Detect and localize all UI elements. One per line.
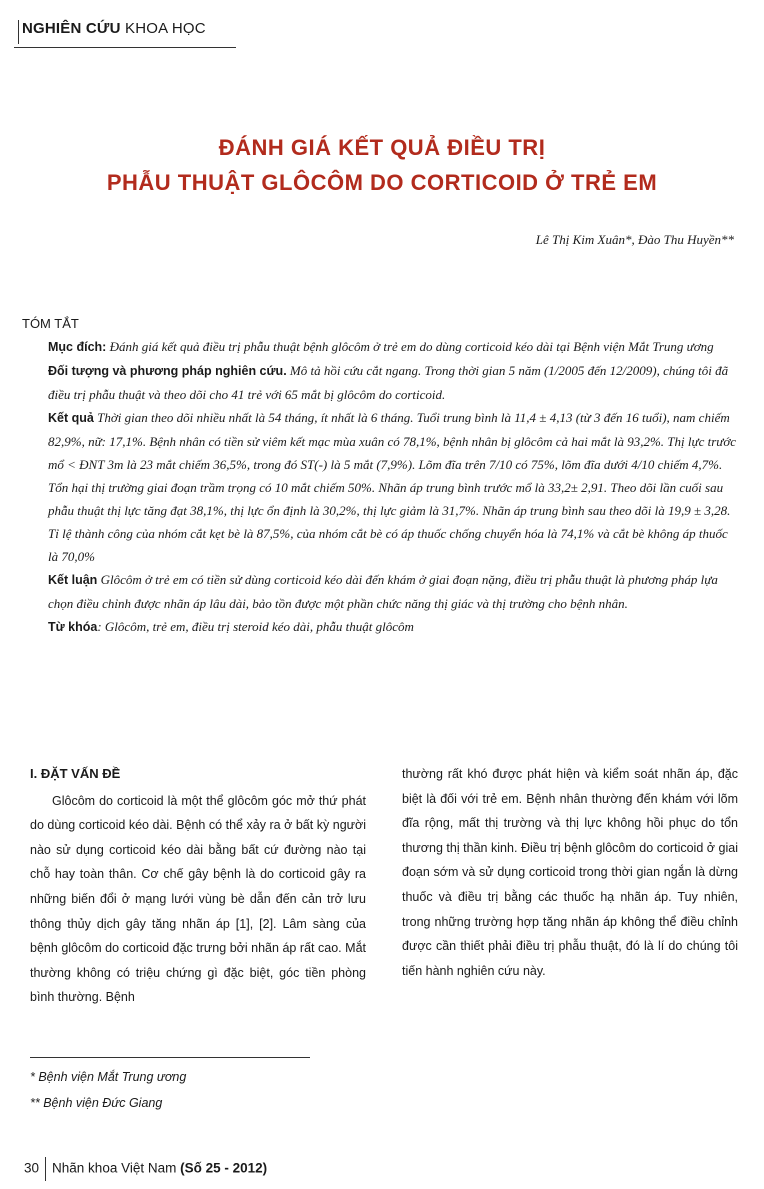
section-heading: I. ĐẶT VẤN ĐỀ <box>30 766 121 781</box>
body-column-right <box>402 762 738 983</box>
page-number: 30 <box>24 1160 40 1176</box>
objective-text: Đánh giá kết quả điều trị phẫu thuật bệnh glôcôm ở trẻ em do dùng corticoid kéo dài tại Bệnh viện Mắt Trung ương <box>106 339 714 354</box>
conclusion-text: Glôcôm ở trẻ em có tiền sử dùng corticoid kéo dài đến khám ở giai đoạn nặng, điều trị phẫu thuật là phương pháp lựa chọn điều chỉnh được nhãn áp lâu dài, bảo tồn được một phần chức năng thị giác và thị trường cho bệnh nhân. <box>48 572 718 611</box>
page-footer <box>24 1157 267 1181</box>
abstract-methods <box>48 359 738 406</box>
article-title-line-1: ĐÁNH GIÁ KẾT QUẢ ĐIỀU TRỊ <box>218 135 546 160</box>
footnotes <box>30 1064 186 1116</box>
abstract-results <box>48 406 738 568</box>
body-paragraph-left: Glôcôm do corticoid là một thể glôcôm góc mở thứ phát do dùng corticoid kéo dài. Bệnh có thể xảy ra ở bất kỳ người nào sử dụng corticoid kéo dài bằng bất cứ đường nào tại chỗ hay toàn thân. Cơ chế gây bệnh là do corticoid gây ra những biến đổi ở mạng lưới vùng bè dẫn đến cản trở lưu thông thủy dịch gây tăng nhãn áp [1], [2]. Lâm sàng của bệnh glôcôm do corticoid đặc trưng bởi nhãn áp rất cao. Mắt thường không có triệu chứng gì đặc biệt, góc tiền phòng bình thường. Bệnh <box>30 793 366 1005</box>
footnote-2: ** Bệnh viện Đức Giang <box>30 1096 163 1110</box>
journal-issue: (Số 25 - 2012) <box>180 1160 268 1176</box>
authors: Lê Thị Kim Xuân*, Đào Thu Huyền** <box>535 232 734 247</box>
conclusion-label: Kết luận <box>48 573 98 587</box>
results-text: Thời gian theo dõi nhiều nhất là 54 tháng, ít nhất là 6 tháng. Tuổi trung bình là 11,4 ± 4,13 (từ 3 đến 16 tuổi), nam chiếm 82,9%, nữ: 17,1%. Bệnh nhân có tiền sử viêm kết mạc mùa xuân có 78,1%, bệnh nhân bị glôcôm cả hai mắt là 93,2%. Thị lực trước mổ < ĐNT 3m là 23 mắt chiếm 36,5%, trong đó ST(-) là 5 mắt (7,9%). Lõm đĩa trên 7/10 có 75%, lõm đĩa dưới 4/10 chiếm 4,7%. Tổn hại thị trường giai đoạn trầm trọng có 10 mắt chiếm 50%. Nhãn áp trung bình trước mổ là 33,2± 2,91. Theo dõi lần cuối sau phẫu thuật thị lực tăng đạt 38,1%, thị lực ổn định là 30,2%, thị lực giảm là 31,7%. Nhãn áp trung bình sau theo dõi là 19,9 ± 3,28. Tỉ lệ thành công của nhóm cắt kẹt bè là 87,5%, của nhóm cắt bè có áp thuốc chống chuyển hóa là 74,1% và cắt bè không áp thuốc là 70,0% <box>48 410 737 564</box>
objective-label: Mục đích: <box>48 340 107 354</box>
results-label: Kết quả <box>48 411 94 425</box>
body-paragraph-right: thường rất khó được phát hiện và kiểm soát nhãn áp, đặc biệt là đối với trẻ em. Bệnh nhân thường đến khám với lõm đĩa rộng, mất thị trường và thị lực không hồi phục do tổn thương thị thần kinh. Điều trị bệnh glôcôm do corticoid ở giai đoạn sớm và sử dụng corticoid trong thời gian ngắn là dừng thuốc và điều trị bằng các thuốc hạ nhãn áp. Tuy nhiên, trong những trường hợp tăng nhãn áp không thể điều chỉnh được cần thiết phải điều trị phẫu thuật, đó là lí do chúng tôi tiến hành nghiên cứu này. <box>402 767 738 978</box>
header-underline <box>14 47 236 48</box>
methods-label: Đối tượng và phương pháp nghiên cứu. <box>48 364 287 378</box>
footnote-1: * Bệnh viện Mắt Trung ương <box>30 1070 187 1084</box>
keywords-label: Từ khóa <box>48 620 98 634</box>
footer-separator <box>45 1157 46 1181</box>
footnote-divider <box>30 1057 310 1058</box>
abstract <box>22 312 738 639</box>
abstract-keywords <box>48 615 738 639</box>
header-bar <box>18 20 19 44</box>
article-title-line-2: PHẪU THUẬT GLÔCÔM DO CORTICOID Ở TRẺ EM <box>106 170 658 195</box>
methods-text: Mô tả hồi cứu cắt ngang. Trong thời gian 5 năm (1/2005 đến 12/2009), chúng tôi đã điều trị phẫu thuật và theo dõi cho 41 trẻ với 65 mắt bị glôcôm do corticoid. <box>48 363 729 402</box>
abstract-conclusion <box>48 568 738 615</box>
header-section-bold: NGHIÊN CỨU <box>22 20 121 37</box>
section-header <box>22 20 206 37</box>
body-column-left <box>30 762 366 1010</box>
keywords-text: : Glôcôm, trẻ em, điều trị steroid kéo dài, phẫu thuật glôcôm <box>97 619 414 634</box>
abstract-objective <box>48 335 738 359</box>
journal-name: Nhãn khoa Việt Nam <box>52 1160 177 1176</box>
abstract-heading: TÓM TẮT <box>22 316 79 331</box>
header-section-rest: KHOA HỌC <box>120 20 206 37</box>
